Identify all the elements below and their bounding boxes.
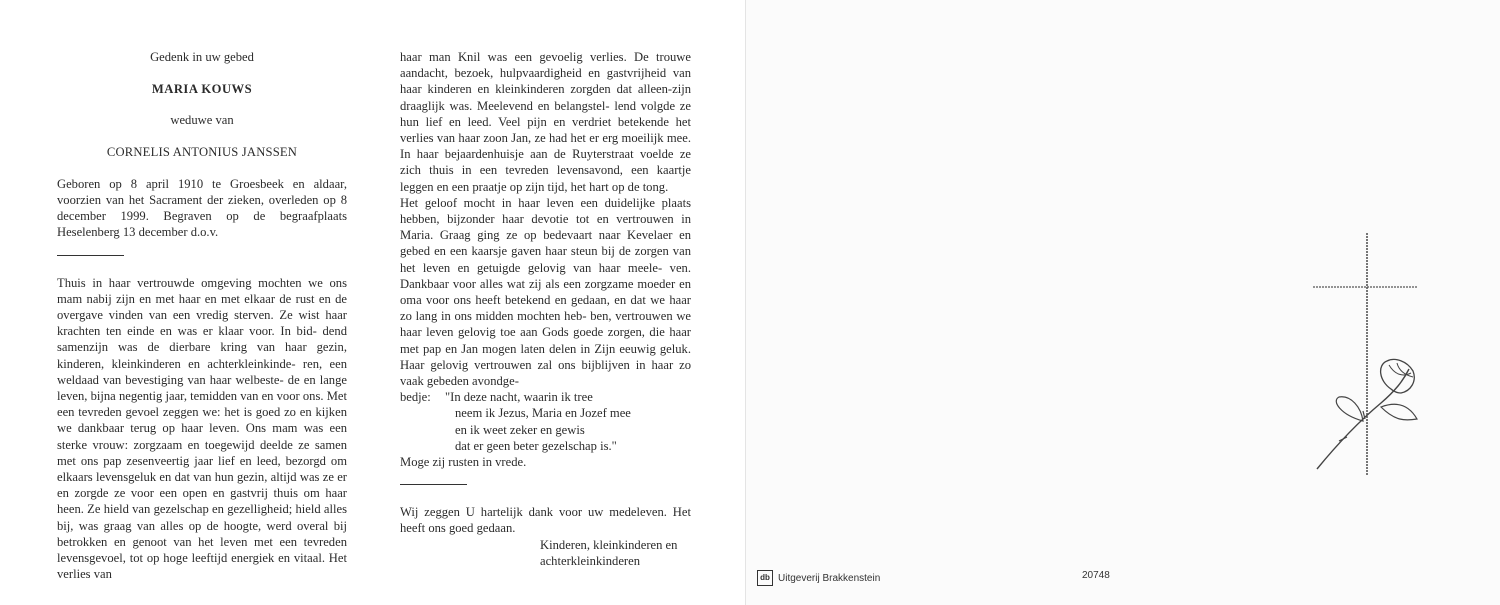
prayer-block (400, 389, 691, 405)
thanks-paragraph: Wij zeggen U hartelijk dank voor uw medeleven. Het heeft ons goed gedaan. (400, 505, 691, 536)
biography-paragraph: Thuis in haar vertrouwde omgeving mochten we ons mam nabij zijn en met haar en met elkaar de rust en de overgave vinden van een vredig sterven. Ze wist haar krachten ten einde en was er klaar voor. In bid- dend samenzijn was de dierbare kring van haar gezin, kinderen, kleinkinderen en achterkleinkinde- ren, een weldaad van bevestiging van haar welbeste- de en lange leven, bijna negentig jaar, temidden van en voor ons. Met een tevreden gevoel zeggen we: het is goed zo en kijken we dankbaar terug op haar leven. Ons mam was een sterke vrouw: zorgzaam en toegewijd deelde ze samen met ons pap zesenveertig jaar lief en leed, bezorgd om elkaars levensgeluk en dat van hun gezin, altijd was ze er en zorgde ze voor een open en gastvrij thuis om haar heen. Ze hield van gezelschap en gezelligheid; hield alles bij, was graag van alles op de hoogte, werd overal bij betrokken en genoot van het leven met een tevreden levensgevoel, tot op hoge leeftijd energiek en vitaal. Het verlies van (57, 275, 347, 582)
birth-death-paragraph: Geboren op 8 april 1910 te Groesbeek en aldaar, voorzien van het Sacrament der zieken, overleden op 8 december 1999. Begraven op de begraafplaats Heselenberg 13 december d.o.v. (57, 176, 347, 240)
prayer-lead: bedje: (400, 390, 431, 405)
prayer-line: "In deze nacht, waarin ik tree (445, 390, 593, 405)
biography-continued-paragraph: haar man Knil was een gevoelig verlies. De trouwe aandacht, bezoek, hulpvaardigheid en gastvrijheid van haar kinderen en kleinkinderen zorgden dat alleen-zijn draaglijk was. Meelevend en belangstel- lend volgde ze hun lief en leed. Veel pijn en verdriet betekende het verlies van haar zoon Jan, ze had het er erg moeilijk mee. In haar bejaardenhuisje aan de Ruyterstraat voelde ze zich thuis in een tevreden levensavond, een kaartje leggen en een praatje op zijn tijd, het hart op de tong. (400, 50, 691, 194)
faith-paragraph: Het geloof mocht in haar leven een duidelijke plaats hebben, bijzonder haar devotie tot en vertrouwen in Maria. Graag ging ze op bedevaart naar Kevelaer en gebed en een kaarsje gaven haar steun bij de zorgen van het leven en getuigde gelovig van haar meele- ven. Dankbaar voor alles wat zij als een zorgzame moeder en oma voor ons heeft betekend en gedaan, en dat we haar zo lang in ons midden mochten heb- ben, vertrouwen we haar leven gelovig toe aan Gods goede zorgen, die haar met pap en Jan mogen laten delen in Zijn eeuwig geluk. Haar gelovig vertrouwen zal ons bijblijven in haar zo vaak gebeden avondge- (400, 195, 691, 389)
intro-text: Gedenk in uw gebed (150, 50, 254, 64)
signature-line: achterkleinkinderen (540, 553, 640, 568)
page-fold (745, 0, 746, 605)
widow-of-text: weduwe van (170, 113, 234, 128)
publisher-footer (757, 570, 880, 586)
separator-line (400, 484, 467, 485)
middle-column (400, 49, 691, 569)
signature-line: Kinderen, kleinkinderen en (540, 537, 678, 552)
deceased-name: MARIA KOUWS (151, 82, 253, 97)
rest-in-peace-text: Moge zij rusten in vrede. (400, 455, 527, 470)
prayer-line: dat er geen beter gezelschap is." (455, 438, 617, 453)
publisher-logo-icon: db (757, 570, 773, 586)
prayer-line: en ik weet zeker en gewis (455, 422, 585, 437)
prayer-line: neem ik Jezus, Maria en Jozef mee (455, 406, 631, 421)
card-code: 20748 (1082, 570, 1110, 581)
left-column (57, 49, 347, 582)
publisher-name: Uitgeverij Brakkenstein (778, 572, 881, 584)
cross-rose-icon (1305, 225, 1425, 480)
husband-name: CORNELIS ANTONIUS JANSSEN (106, 144, 298, 159)
separator-line (57, 255, 124, 256)
